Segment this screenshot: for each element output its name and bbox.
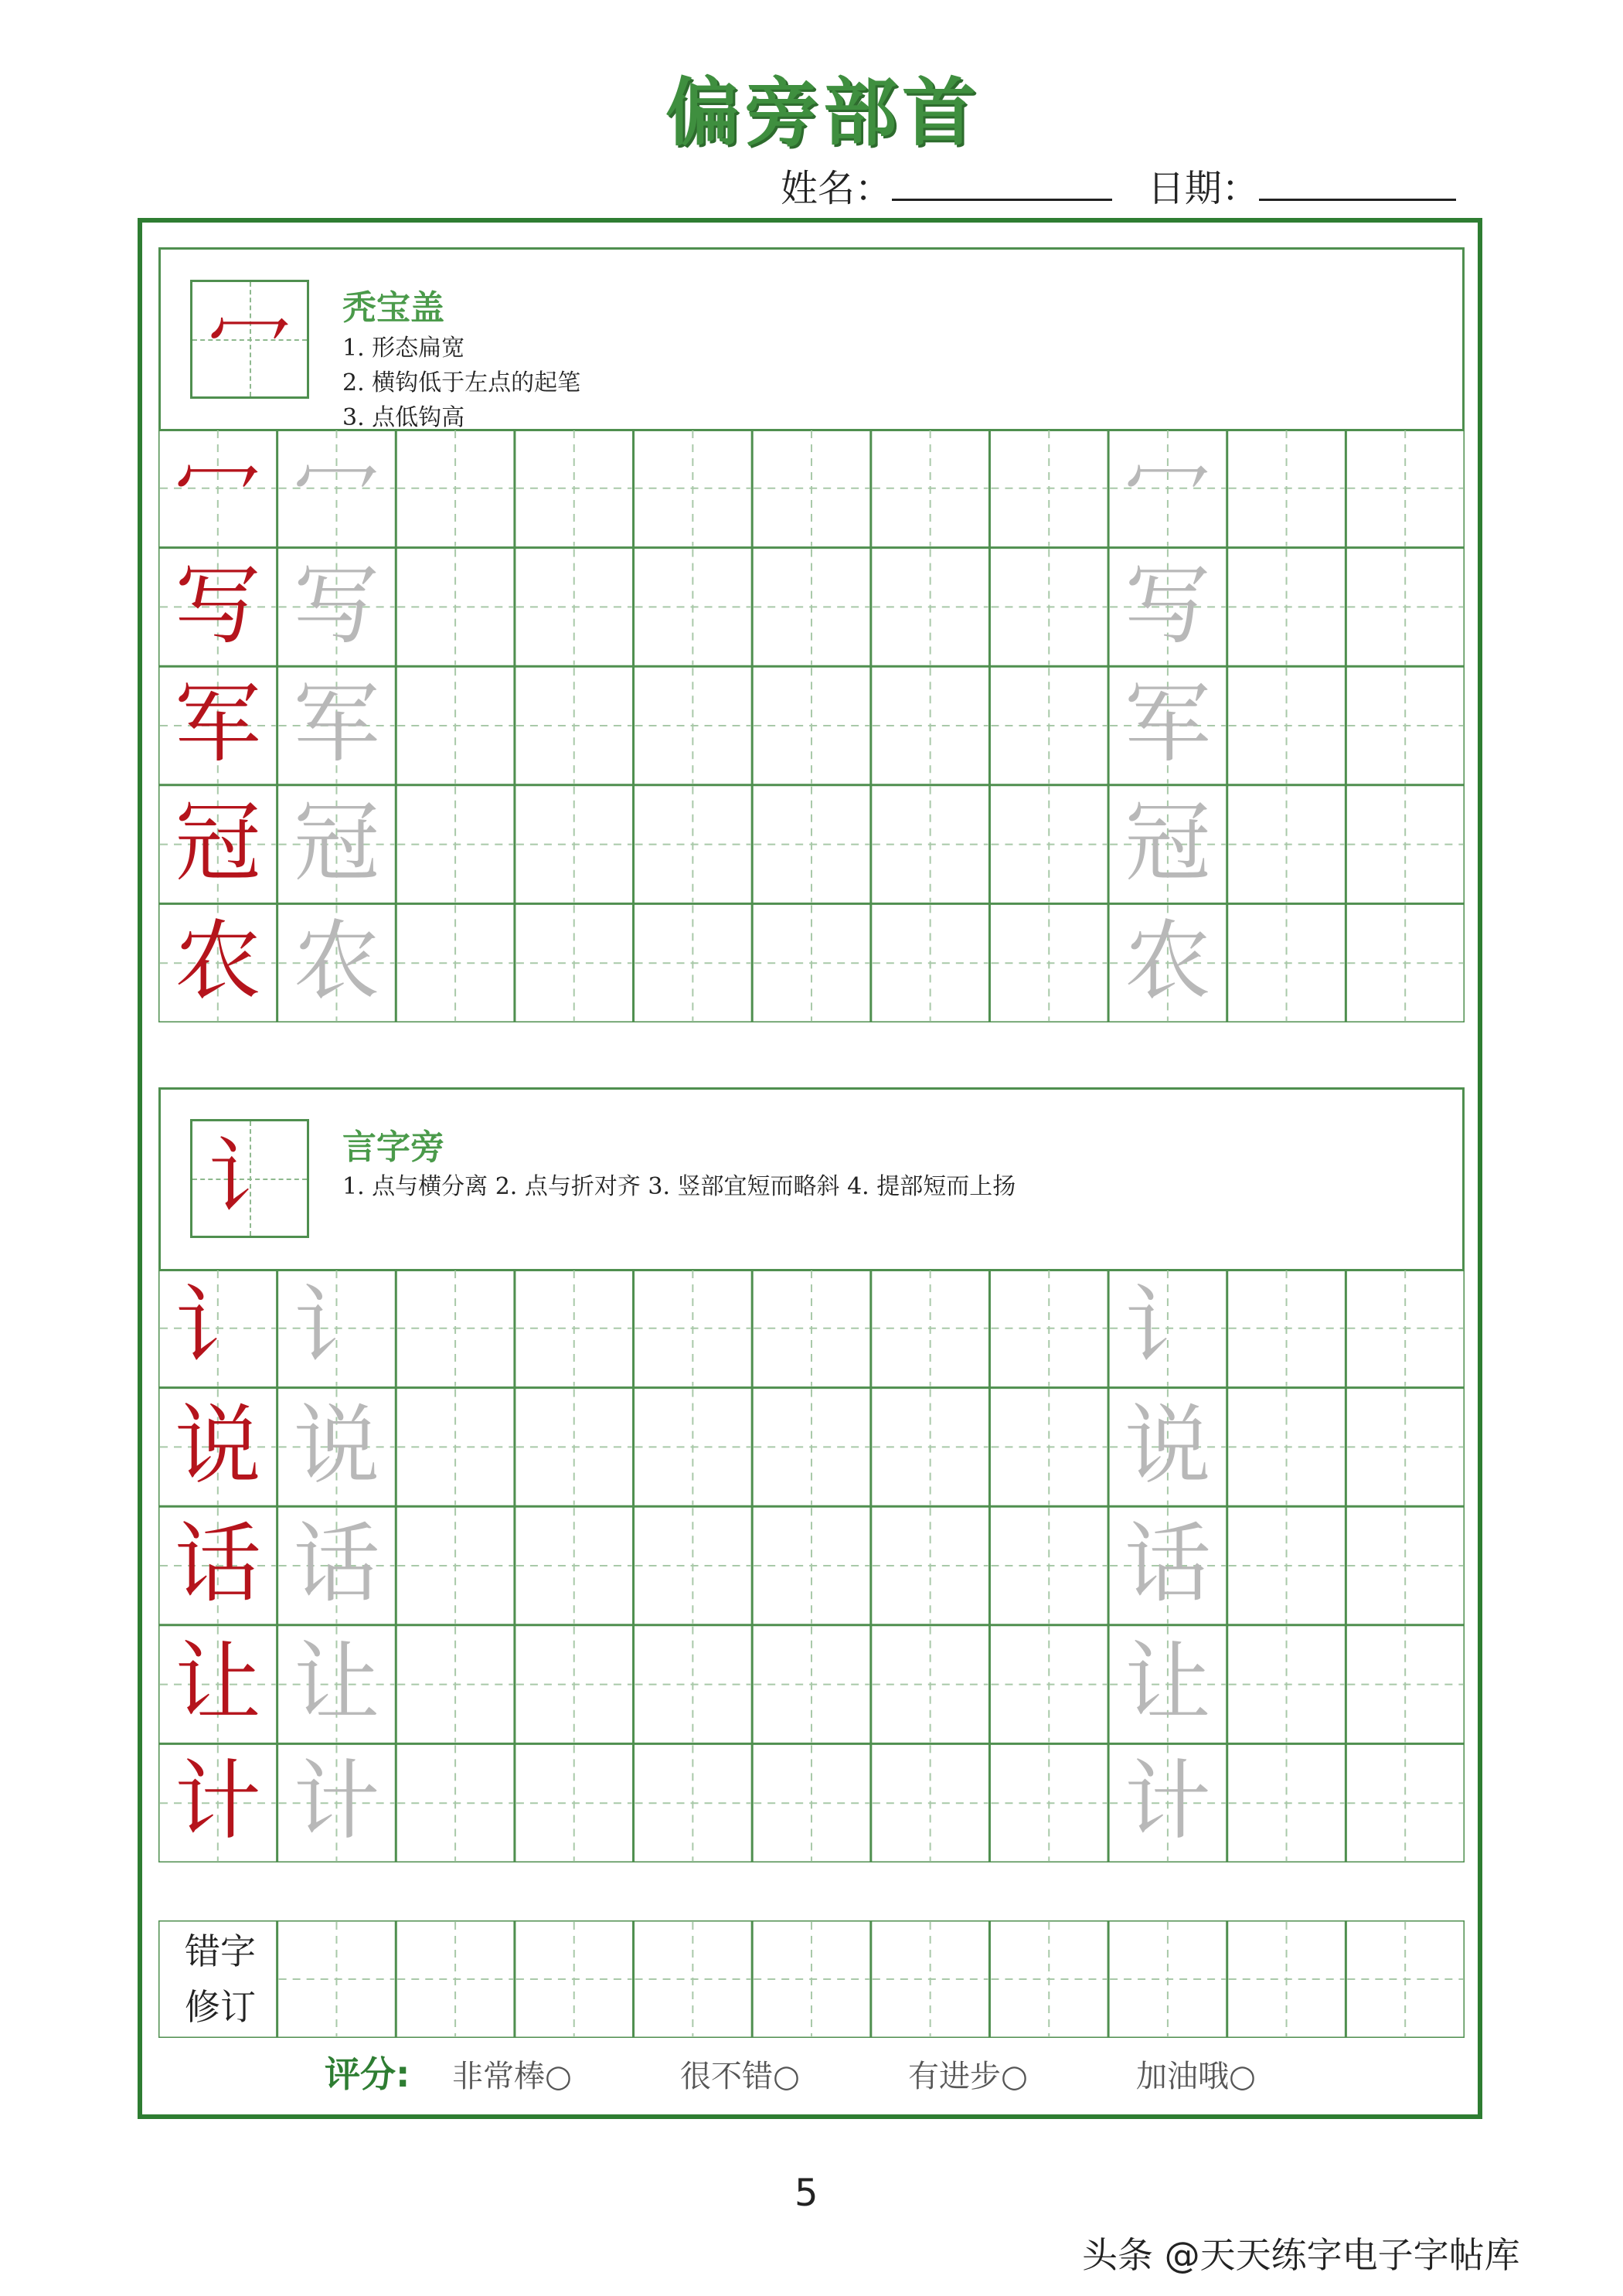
section-1-cell-r0-c8 — [1108, 429, 1227, 548]
section-2-trace-char: 说 — [293, 1395, 380, 1496]
name-label: 姓名： — [781, 167, 893, 210]
rating-option-1[interactable]: 非常棒○ — [452, 2059, 572, 2094]
section-2-cell-r1-c8 — [1108, 1388, 1227, 1507]
section-1-trace-char: 冠 — [293, 792, 380, 893]
section-1-cell-r4-c8 — [1108, 903, 1227, 1022]
section-1-model-char: 冖 — [174, 437, 261, 537]
section-1-cell-r4-c1 — [277, 903, 396, 1022]
section-2-cell-r4-c8 — [1108, 1743, 1227, 1862]
section-2-cell-r3-c1 — [277, 1625, 396, 1744]
page-title: 偏旁部首 — [665, 70, 981, 156]
section-2-radical-name: 言字旁 — [342, 1128, 444, 1167]
section-2-cell-r3-c0 — [158, 1625, 277, 1744]
section-2-trace-char: 计 — [293, 1751, 380, 1852]
section-1-cell-r0-c1 — [277, 429, 396, 548]
section-2-cell-r0-c8 — [1108, 1269, 1227, 1388]
section-2-model-char: 说 — [174, 1395, 261, 1496]
section-2-cell-r2-c0 — [158, 1506, 277, 1625]
section-2-trace-char: 让 — [293, 1632, 380, 1733]
section-2-cell-r0-c0 — [158, 1269, 277, 1388]
section-2-trace-char: 话 — [293, 1514, 380, 1615]
section-1-cell-r0-c0 — [158, 429, 277, 548]
section-2-cell-r4-c0 — [158, 1743, 277, 1862]
date-input-line[interactable] — [1259, 168, 1456, 201]
section-2-trace-char: 说 — [1124, 1395, 1211, 1496]
section-1-model-char: 写 — [174, 555, 261, 656]
section-1-cell-r2-c0 — [158, 666, 277, 785]
section-2-cell-r1-c0 — [158, 1388, 277, 1507]
section-2-model-char: 让 — [174, 1632, 261, 1733]
date-label: 日期： — [1147, 167, 1259, 210]
section-1-cell-r4-c0 — [158, 903, 277, 1022]
rating-option-3[interactable]: 有进步○ — [908, 2059, 1028, 2094]
section-2-tip-1: 1. 点与横分离 2. 点与折对齐 3. 竖部宜短而略斜 4. 提部短而上扬 — [342, 1173, 1016, 1200]
section-2-cell-r4-c1 — [277, 1743, 396, 1862]
section-1-practice-grid — [158, 429, 1465, 1022]
section-2-trace-char: 话 — [1124, 1514, 1211, 1615]
section-1-cell-r2-c8 — [1108, 666, 1227, 785]
section-1-trace-char: 农 — [1124, 911, 1211, 1012]
section-2-radical-box — [190, 1119, 309, 1238]
correction-label-2: 修订 — [185, 1986, 256, 2028]
rating-option-4[interactable]: 加油哦○ — [1136, 2059, 1256, 2094]
section-1-model-char: 冠 — [174, 792, 261, 893]
section-1-model-char: 军 — [174, 674, 261, 775]
section-2-radical: 讠 — [207, 1130, 291, 1226]
section-1-cell-r3-c8 — [1108, 785, 1227, 904]
watermark: 头条 @天天练字电子字帖库 — [1082, 2234, 1520, 2276]
rating-title: 评分: — [325, 2053, 410, 2095]
section-2-model-char: 话 — [174, 1514, 261, 1615]
rating-option-2[interactable]: 很不错○ — [680, 2059, 800, 2094]
section-1-trace-char: 写 — [1124, 555, 1211, 656]
section-2-cell-r0-c1 — [277, 1269, 396, 1388]
section-2-model-char: 计 — [174, 1751, 261, 1852]
section-1-radical-name: 秃宝盖 — [342, 288, 444, 328]
section-1-model-char: 农 — [174, 911, 261, 1012]
section-1-trace-char: 军 — [293, 674, 380, 775]
section-2-trace-char: 计 — [1124, 1751, 1211, 1852]
section-2-model-char: 讠 — [174, 1277, 261, 1377]
section-1-trace-char: 农 — [293, 911, 380, 1012]
section-1-cell-r1-c0 — [158, 548, 277, 667]
section-1-cell-r1-c1 — [277, 548, 396, 667]
section-2-practice-grid — [158, 1269, 1465, 1862]
section-2-cell-r2-c1 — [277, 1506, 396, 1625]
section-1-cell-r3-c0 — [158, 785, 277, 904]
section-2-cell-r2-c8 — [1108, 1506, 1227, 1625]
section-1-trace-char: 冖 — [293, 437, 380, 537]
section-1-tip-1: 1. 形态扁宽 — [342, 335, 465, 362]
correction-grid — [158, 1920, 1465, 2038]
page-number: 5 — [794, 2172, 818, 2215]
section-2-cell-r1-c1 — [277, 1388, 396, 1507]
section-1-radical-box — [190, 280, 309, 399]
correction-grid-lines — [158, 1920, 1465, 2038]
section-1-trace-char: 冖 — [1124, 437, 1211, 537]
section-1-radical: 冖 — [207, 291, 291, 387]
section-2-trace-char: 讠 — [1124, 1277, 1211, 1377]
correction-label-1: 错字 — [185, 1930, 256, 1972]
name-date-fields — [781, 158, 1456, 212]
section-2-cell-r3-c8 — [1108, 1625, 1227, 1744]
section-1-trace-char: 写 — [293, 555, 380, 656]
name-input-line[interactable] — [892, 168, 1112, 201]
section-1-trace-char: 军 — [1124, 674, 1211, 775]
section-2-trace-char: 让 — [1124, 1632, 1211, 1733]
section-1-cell-r2-c1 — [277, 666, 396, 785]
section-1-tip-3: 3. 点低钩高 — [342, 404, 465, 431]
section-1-cell-r1-c8 — [1108, 548, 1227, 667]
section-2-trace-char: 讠 — [293, 1277, 380, 1377]
section-1-cell-r3-c1 — [277, 785, 396, 904]
section-1-trace-char: 冠 — [1124, 792, 1211, 893]
section-1-tip-2: 2. 横钩低于左点的起笔 — [342, 369, 581, 396]
